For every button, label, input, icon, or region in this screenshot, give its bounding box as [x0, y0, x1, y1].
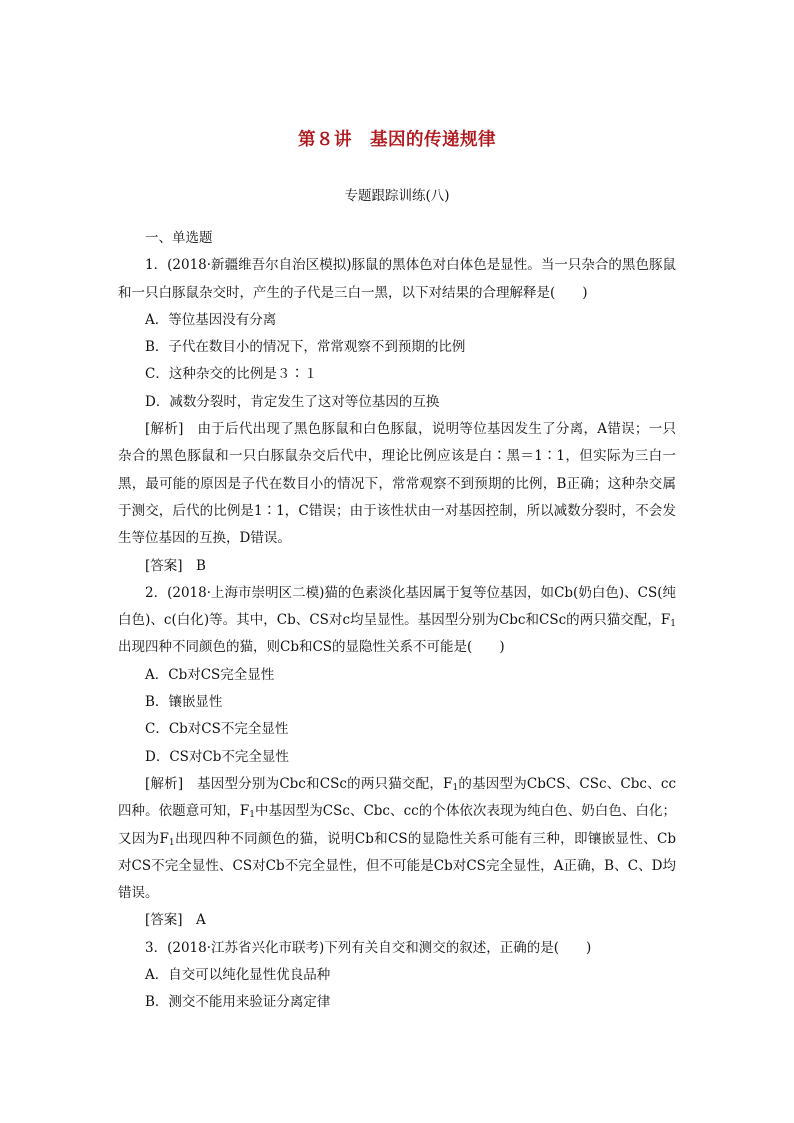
question-2-option-b: B．镶嵌显性 — [145, 694, 223, 711]
question-2-analysis-part-2: 的基因型为CbCS、CSc、Cbc、cc四种。依题意可知，F — [118, 775, 677, 820]
question-2-analysis — [118, 771, 676, 907]
subscript-1: 1 — [670, 619, 676, 630]
page-subtitle: 专题跟踪训练(八) — [344, 188, 450, 204]
question-2-analysis-part-1: [解析] 基因型分别为Cbc和CSc的两只猫交配，F — [145, 775, 453, 792]
question-1-option-c: C．这种杂交的比例是３∶１ — [145, 366, 318, 383]
question-1-analysis: [解析] 由于后代出现了黑色豚鼠和白色豚鼠，说明等位基因发生了分离，A错误；一只杂合的黑色豚鼠和一只白豚鼠杂交后代中，理论比例应该是白∶黑＝1∶1，但实际为三白一黑，最可能的原因是子代在数目小的情况下，常常观察不到预期的比例，B正确；这种杂交属于测交，后代的比例是1∶1，C错误；由于该性状由一对基因控制，所以减数分裂时，不会发生等位基因的互换，D错误。 — [118, 421, 676, 547]
question-2-stem — [118, 580, 676, 662]
question-3-stem: 3．(2018·江苏省兴化市联考)下列有关自交和测交的叙述，正确的是( ) — [145, 939, 592, 956]
question-1-answer: [答案] B — [145, 557, 206, 574]
question-2-stem-part-1: 2．(2018·上海市崇明区二模)猫的色素淡化基因属于复等位基因，如Cb(奶白色)、CS(纯白色)、c(白化)等。其中，Cb、CS对c均呈显性。基因型分别为Cbc和CSc的两只猫交配，F — [118, 584, 676, 629]
question-1-option-b: B．子代在数目小的情况下，常常观察不到预期的比例 — [145, 339, 466, 356]
document-body — [118, 225, 676, 1017]
question-2-option-c: C．Cb对CS不完全显性 — [145, 721, 289, 738]
subscript-1: 1 — [249, 810, 255, 821]
question-3-option-a: A．自交可以纯化显性优良品种 — [145, 967, 331, 984]
page-title: 第８讲 基因的传递规律 — [298, 130, 496, 150]
question-2-analysis-part-3: 中基因型为CSc、Cbc、cc的个体依次表现为纯白色、奶白色、白化；又因为F — [118, 803, 676, 847]
question-3-option-b: B．测交不能用来验证分离定律 — [145, 994, 331, 1011]
question-2-answer: [答案] A — [145, 912, 206, 929]
section-heading: 一、单选题 — [145, 230, 213, 246]
question-2-option-a: A．Cb对CS完全显性 — [145, 666, 275, 683]
question-1-option-d: D．减数分裂时，肯定发生了这对等位基因的互换 — [145, 393, 440, 410]
subscript-1: 1 — [168, 837, 175, 848]
question-1-stem: 1．(2018·新疆维吾尔自治区模拟)豚鼠的黑体色对白体色是显性。当一只杂合的黑色豚鼠和一只白豚鼠杂交时，产生的子代是三白一黑，以下对结果的合理解释是( ) — [118, 257, 676, 301]
question-1-option-a: A．等位基因没有分离 — [145, 311, 277, 328]
subscript-1: 1 — [452, 782, 459, 793]
question-2-analysis-part-4: 出现四种不同颜色的猫，说明Cb和CS的显隐性关系可能有三种，即镶嵌显性、Cb对CS不完全显性、CS对Cb不完全显性，但不可能是Cb对CS完全显性，A正确，B、C、D均错误。 — [118, 830, 676, 902]
question-2-stem-part-2: 出现四种不同颜色的猫，则Cb和CS的显隐性关系不可能是( ) — [118, 639, 505, 656]
question-2-option-d: D．CS对Cb不完全显性 — [145, 748, 289, 765]
